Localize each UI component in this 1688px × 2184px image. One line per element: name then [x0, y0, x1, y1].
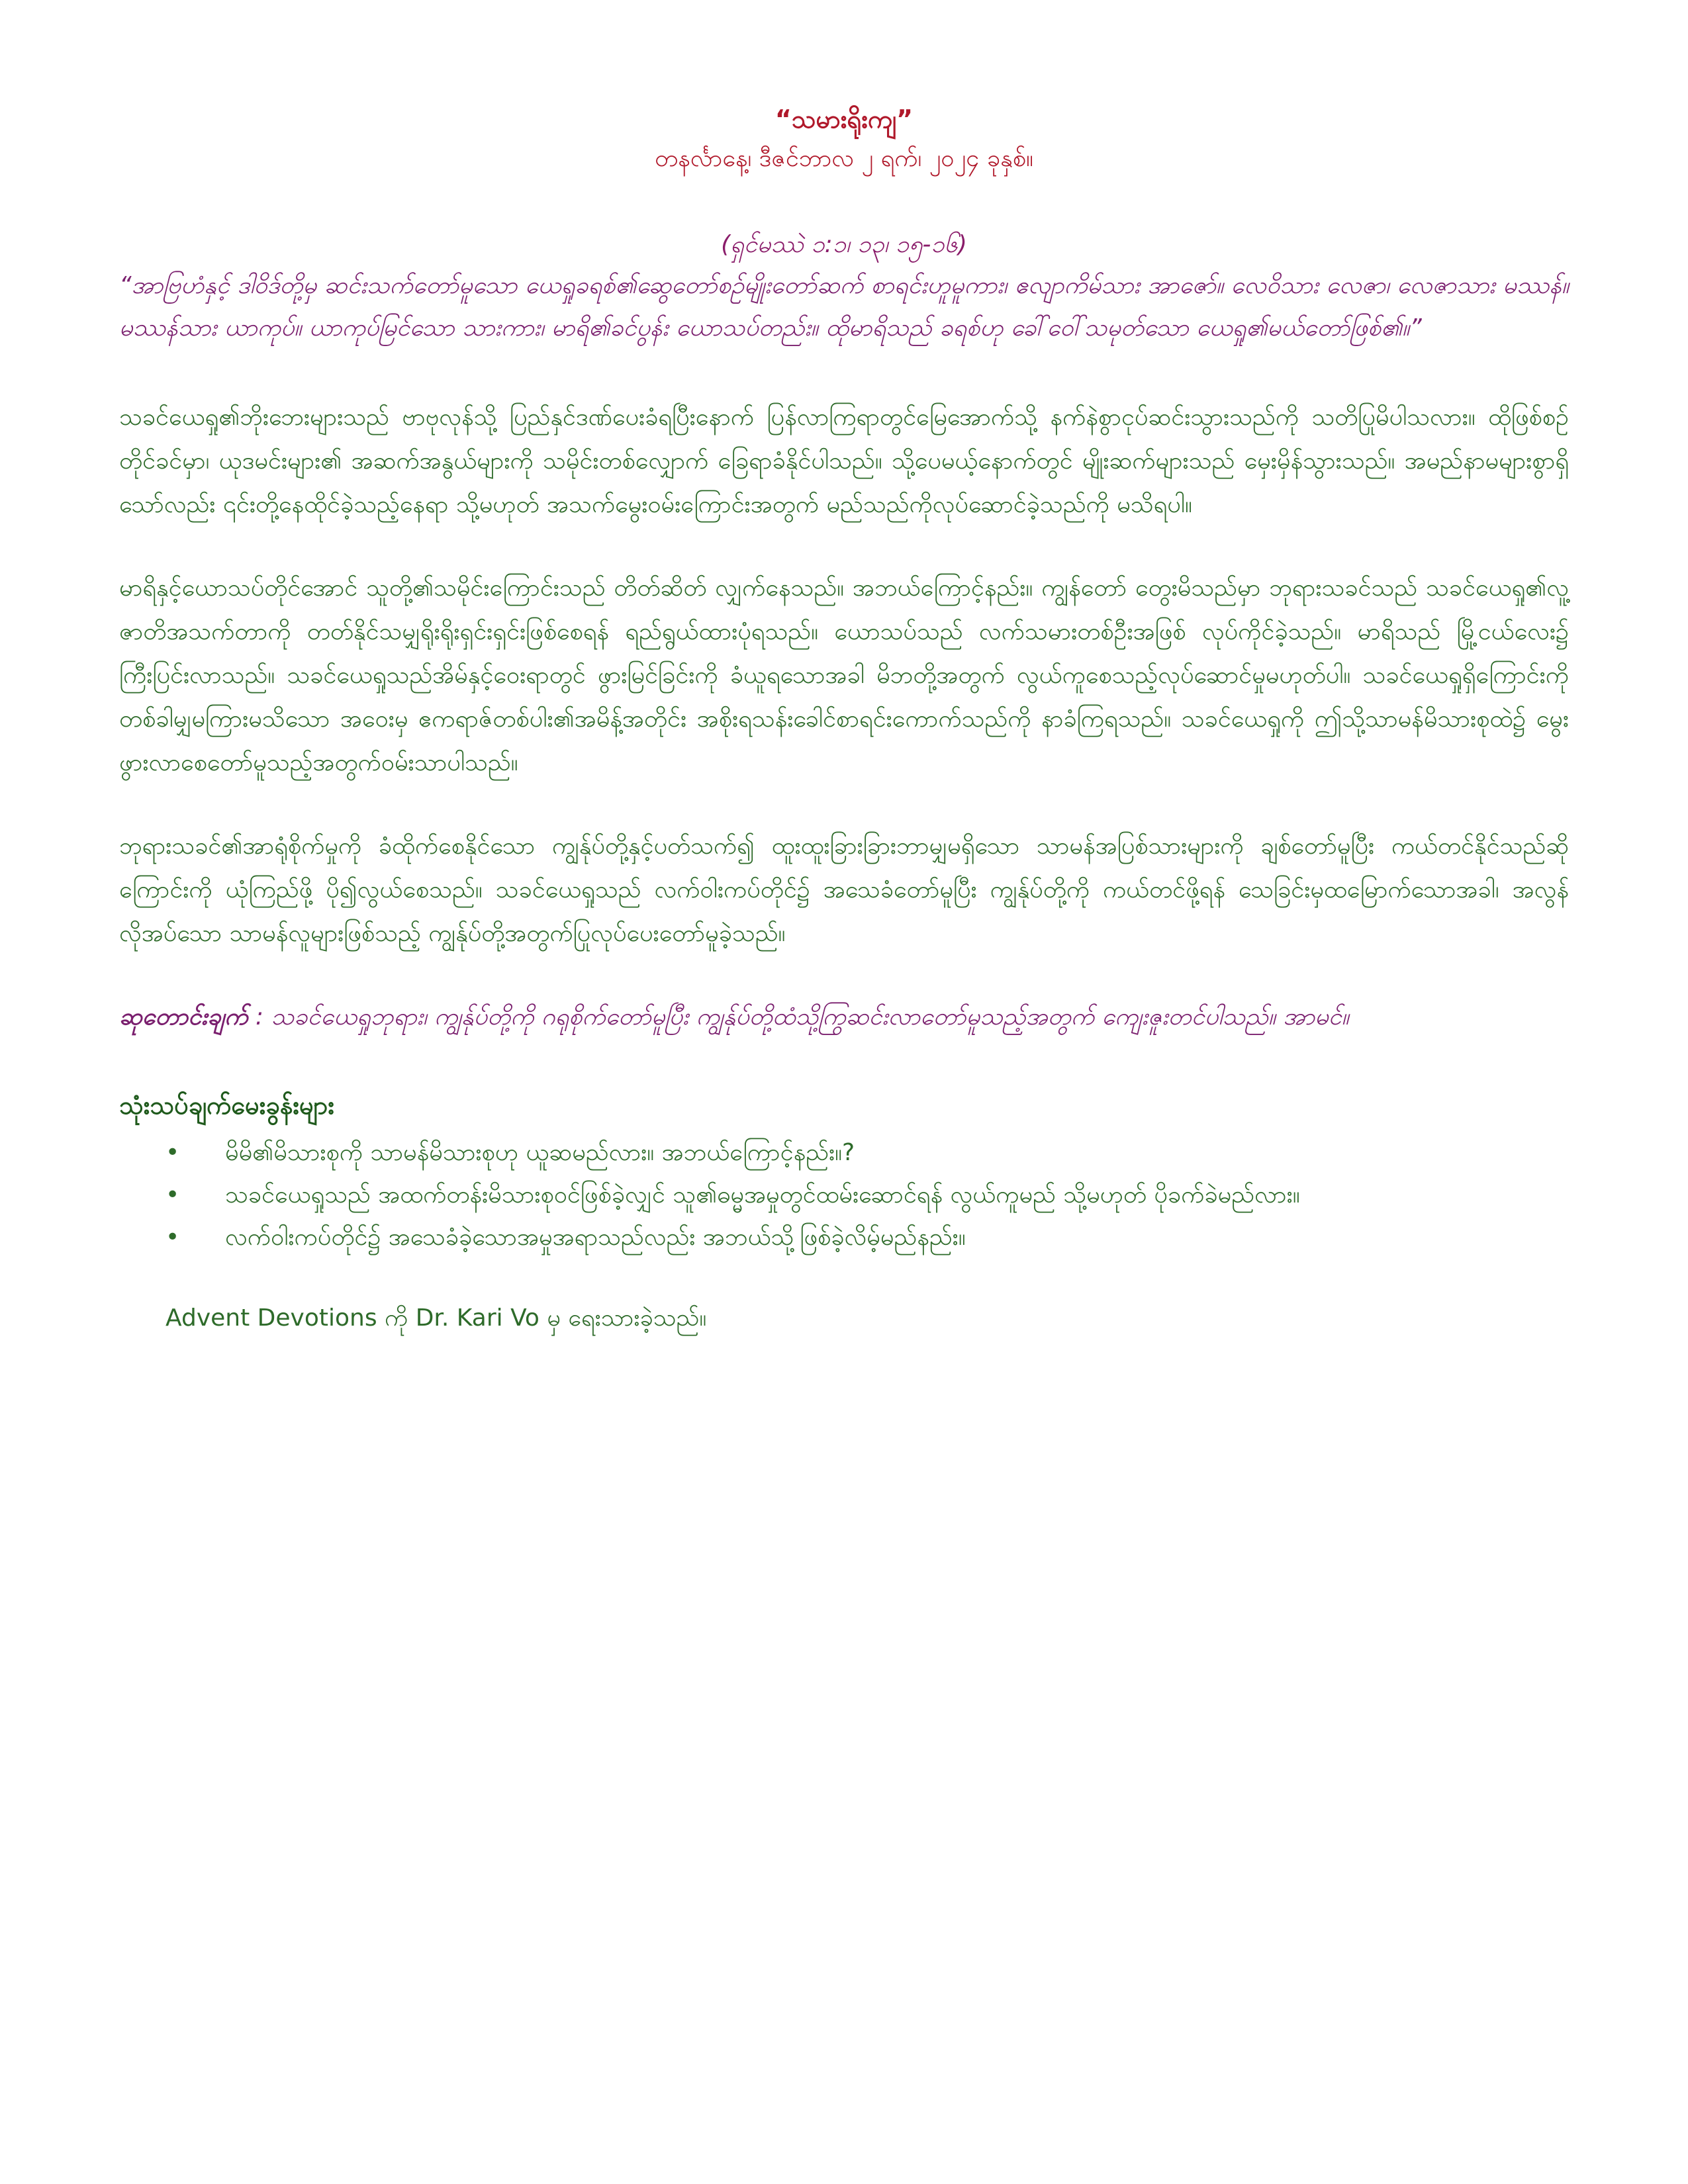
questions-list: [119, 1132, 1569, 1259]
scripture-text: “အာဗြဟံနှင့် ဒါဝိဒ်တို့မှ ဆင်းသက်တော်မူသော ယေရှုခရစ်၏ဆွေတော်စဉ်မျိုးတော်ဆက် စာရင်းဟူမူကား၊ ဧလျာကိမ်သား အာဇော်။ လေဝိသား လေဇာ၊ လေဇာသား မဿန်။ မဿန်သား ယာကုပ်။ ယာကုပ်မြင်သော သားကား၊ မာရိ၏ခင်ပွန်း ယောသပ်တည်း။ ထိုမာရိသည် ခရစ်ဟု ခေါ်ဝေါ်သမုတ်သော ယေရှု၏မယ်တော်ဖြစ်၏။”: [119, 272, 1569, 341]
prayer-separator: :: [248, 1003, 271, 1030]
bullet-icon: •: [165, 1224, 180, 1251]
devotion-page: [119, 99, 1569, 1338]
list-item: [165, 1132, 1569, 1174]
devotion-date: တနင်္လာနေ့၊ ဒီဇင်ဘာလ ၂ ရက်၊ ၂၀၂၄ ခုနှစ်။: [655, 145, 1033, 172]
list-item: [165, 1216, 1569, 1259]
question-text: လက်ဝါးကပ်တိုင်၌ အသေခံခဲ့သောအမှုအရာသည်လည်း အဘယ်သို့ဖြစ်ခဲ့လိမ့်မည်နည်း။: [225, 1224, 966, 1251]
body-paragraph-2: မာရိနှင့်ယောသပ်တိုင်အောင် သူတို့၏သမိုင်းကြောင်းသည် တိတ်ဆိတ် လျှက်နေသည်။ အဘယ်ကြောင့်နည်း။ ကျွန်တော် တွေးမိသည်မှာ ဘုရားသခင်သည် သခင်ယေရှု၏လူ့ဇာတိအသက်တာကို တတ်နိုင်သမျှရိုးရိုးရှင်းရှင်းဖြစ်စေရန် ရည်ရွယ်ထားပုံရသည်။ ယောသပ်သည် လက်သမားတစ်ဦးအဖြစ် လုပ်ကိုင်ခဲ့သည်။ မာရိသည် မြို့ငယ်လေး၌ ကြီးပြင်းလာသည်။ သခင်ယေရှုသည်အိမ်နှင့်ဝေးရာတွင် ဖွားမြင်ခြင်းကို ခံယူရသောအခါ မိဘတို့အတွက် လွယ်ကူစေသည့်လုပ်ဆောင်မှုမဟုတ်ပါ။ သခင်ယေရှုရှိကြောင်းကို တစ်ခါမျှမကြားမသိသော အဝေးမှ ဧကရာဇ်တစ်ပါး၏အမိန့်အတိုင်း အစိုးရသန်းခေါင်စာရင်းကောက်သည်ကို နာခံကြရသည်။ သခင်ယေရှုကို ဤသို့သာမန်မိသားစုထဲ၌ မွေးဖွားလာစေတော်မူသည့်အတွက်ဝမ်းသာပါသည်။: [119, 574, 1569, 776]
question-text: သခင်ယေရှုသည် အထက်တန်းမိသားစုဝင်ဖြစ်ခဲ့လျှင် သူ၏ဓမ္မအမှုတွင်ထမ်းဆောင်ရန် လွယ်ကူမည် သို့မဟုတ် ပိုခက်ခဲမည်လား။: [225, 1181, 1300, 1208]
body-paragraph-1: သခင်ယေရှု၏ဘိုးဘေးများသည် ဗာဗုလုန်သို့ ပြည်နှင်ဒဏ်ပေးခံရပြီးနောက် ပြန်လာကြရာတွင်မြေအောက်သို့ နက်နဲစွာငုပ်ဆင်းသွားသည်ကို သတိပြုမိပါသလား။ ထိုဖြစ်စဉ်တိုင်ခင်မှာ၊ ယုဒမင်းများ၏ အဆက်အနွယ်များကို သမိုင်းတစ်လျှောက် ခြေရာခံနိုင်ပါသည်။ သို့ပေမယ့်နောက်တွင် မျိုးဆက်များသည် မှေးမှိန်သွားသည်။ အမည်နာမများစွာရှိသော်လည်း ၎င်းတို့နေထိုင်ခဲ့သည့်နေရာ သို့မဟုတ် အသက်မွေးဝမ်းကြောင်းအတွက် မည်သည်ကိုလုပ်ဆောင်ခဲ့သည်ကို မသိရပါ။: [119, 404, 1569, 518]
question-text: မိမိ၏မိသားစုကို သာမန်မိသားစုဟု ယူဆမည်လား။ အဘယ်ကြောင့်နည်း။?: [225, 1139, 855, 1166]
prayer: [119, 995, 1569, 1039]
prayer-label: ဆုတောင်းချက်: [119, 1003, 248, 1030]
questions-heading: သုံးသပ်ချက်မေးခွန်းများ: [119, 1091, 335, 1120]
bullet-icon: •: [165, 1181, 180, 1208]
author-credit: Advent Devotions ကို Dr. Kari Vo မှ ရေးသားခဲ့သည်။: [165, 1304, 707, 1332]
scripture-reference: (ရှင်မဿဲ ၁:၁၊ ၁၃၊ ၁၅-၁၆): [721, 231, 967, 258]
bullet-icon: •: [165, 1139, 180, 1166]
devotion-title: “သမားရိုးကျ”: [774, 105, 914, 134]
body-paragraph-3: ဘုရားသခင်၏အာရုံစိုက်မှုကို ခံထိုက်စေနိုင်သော ကျွန်ုပ်တို့နှင့်ပတ်သက်၍ ထူးထူးခြားခြားဘာမျှမရှိသော သာမန်အပြစ်သားများကို ချစ်တော်မူပြီး ကယ်တင်နိုင်သည်ဆိုကြောင်းကို ယုံကြည်ဖို့ ပို၍လွယ်စေသည်။ သခင်ယေရှုသည် လက်ဝါးကပ်တိုင်၌ အသေခံတော်မူပြီး ကျွန်ုပ်တို့ကို ကယ်တင်ဖို့ရန် သေခြင်းမှထမြောက်သောအခါ၊ အလွန်လိုအပ်သော သာမန်လူများဖြစ်သည့် ကျွန်ုပ်တို့အတွက်ပြုလုပ်ပေးတော်မူခဲ့သည်။: [119, 833, 1569, 947]
prayer-text: သခင်ယေရှုဘုရား၊ ကျွန်ုပ်တို့ကို ဂရုစိုက်တော်မူပြီး ကျွန်ုပ်တို့ထံသို့ကြွဆင်းလာတော်မူသည့်အတွက် ကျေးဇူးတင်ပါသည်။ အာမင်။: [271, 1003, 1349, 1030]
list-item: [165, 1174, 1569, 1216]
